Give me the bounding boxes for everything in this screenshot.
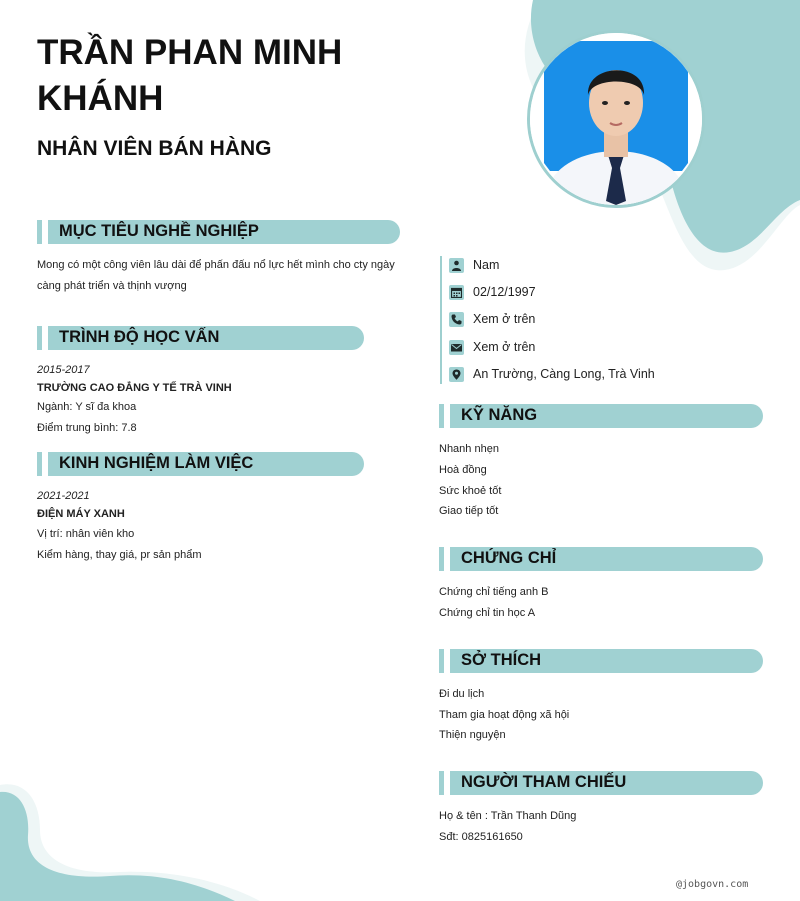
education-major: Ngành: Y sĩ đa khoa [37,401,137,413]
experience-position: Vị trí: nhân viên kho [37,528,135,540]
education-section-header [37,326,364,350]
contact-birthday-text: 02/12/1997 [473,285,536,299]
skill-item: Hoà đồng [439,464,487,476]
education-section-title: TRÌNH ĐỘ HỌC VẤN [59,328,220,346]
phone-icon [449,312,464,327]
experience-period: 2021-2021 [37,490,90,502]
objective-text-line-1: Mong có một công viên lâu dài để phấn đấu nổ lực hết mình cho cty ngày [37,259,395,271]
skills-section-header [439,404,763,428]
candidate-name: TRẦN PHAN MINH KHÁNH [37,33,343,118]
skills-section-title: KỸ NĂNG [461,406,538,424]
reference-name: Họ & tên : Trần Thanh Dũng [439,810,577,822]
experience-company: ĐIỆN MÁY XANH [37,508,125,520]
reference-phone: Sđt: 0825161650 [439,831,523,843]
envelope-icon [449,340,464,355]
calendar-icon [449,285,464,300]
objective-section-title: MỤC TIÊU NGHỀ NGHIỆP [59,222,259,240]
objective-section-header [37,220,400,244]
skill-item: Sức khoẻ tốt [439,485,502,497]
objective-text-line-2: càng phát triển và thịnh vượng [37,280,187,292]
contact-phone-text: Xem ở trên [473,312,536,326]
hobby-item: Thiện nguyện [439,729,506,741]
contact-gender-text: Nam [473,258,500,272]
experience-section-header [37,452,364,476]
contact-divider-line [440,256,442,384]
certificate-item: Chứng chỉ tiếng anh B [439,586,549,598]
education-school: TRƯỜNG CAO ĐẲNG Y TẾ TRÀ VINH [37,382,232,394]
hobbies-section-header [439,649,763,673]
job-title: NHÂN VIÊN BÁN HÀNG [37,137,272,160]
references-section-title: NGƯỜI THAM CHIẾU [461,773,627,791]
skill-item: Giao tiếp tốt [439,505,499,517]
hobby-item: Đi du lịch [439,688,485,700]
certificate-item: Chứng chỉ tin học A [439,607,536,619]
hobby-item: Tham gia hoạt động xã hội [439,709,570,721]
certificates-section-title: CHỨNG CHỈ [461,549,557,567]
profile-photo [530,33,702,205]
location-pin-icon [449,367,464,382]
references-section-header [439,771,763,795]
certificates-section-header [439,547,763,571]
decorative-blob-bottom [0,780,260,901]
contact-email-text: Xem ở trên [473,340,536,354]
person-icon [449,258,464,273]
experience-section-title: KINH NGHIỆM LÀM VIỆC [59,454,254,472]
hobbies-section-title: SỞ THÍCH [461,651,542,669]
contact-address-text: An Trường, Càng Long, Trà Vinh [473,367,655,381]
skill-item: Nhanh nhẹn [439,443,499,455]
watermark: @jobgovn.com [676,879,749,890]
profile-photo-frame [527,30,705,208]
experience-duties: Kiểm hàng, thay giá, pr sản phẩm [37,549,202,561]
education-gpa: Điểm trung bình: 7.8 [37,422,137,434]
education-period: 2015-2017 [37,364,90,376]
